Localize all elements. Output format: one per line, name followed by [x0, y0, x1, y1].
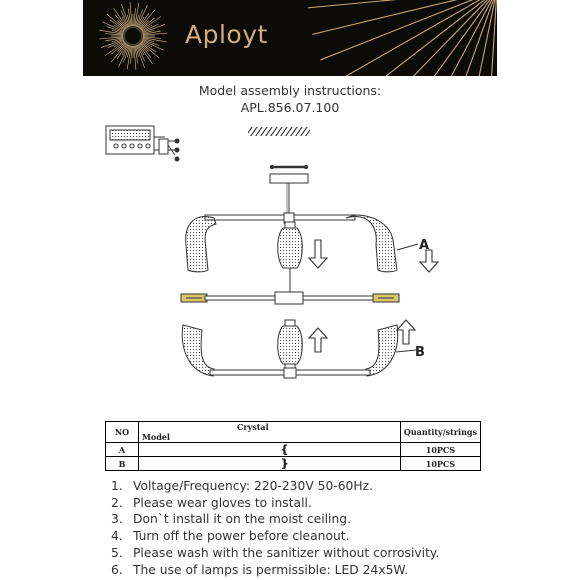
table-row: [106, 443, 481, 457]
list-item: 2. Please wear gloves to install.: [111, 495, 312, 510]
arrow-up-icon: [309, 320, 415, 352]
frame-section-b: [182, 320, 416, 378]
row-quantity: 10PCS: [400, 443, 480, 457]
list-item: 4. Turn off the power before cleanout.: [111, 529, 350, 544]
sunburst-decoration: [83, 0, 497, 76]
canopy-mount-icon: [270, 165, 308, 218]
table-header-row: [106, 422, 481, 443]
list-item: 5. Please wash with the sanitizer without corrosivity.: [111, 545, 440, 560]
terminal-block-icon: [106, 126, 179, 161]
row-no: B: [106, 457, 139, 471]
model-code: APL.856.07.100: [240, 100, 340, 115]
header-crystal: Crystal: [237, 422, 269, 432]
brand-banner: [83, 0, 497, 76]
row-no: A: [106, 443, 139, 457]
table-row: [106, 457, 481, 471]
header-quantity: Quantity/strings: [400, 422, 480, 443]
frame-section-a: [186, 213, 418, 296]
assembly-diagram: [0, 115, 580, 415]
ceiling-icon: [248, 127, 310, 136]
list-item: 1. Voltage/Frequency: 220-230V 50-60Hz.: [111, 479, 373, 493]
crystal-b-icon: ❵: [280, 456, 290, 470]
brand-logo: Aployt: [185, 20, 268, 49]
crystal-a-icon: ❴: [280, 442, 290, 456]
list-item: 6. The use of lamps is permissible: LED 24x5W.: [111, 562, 409, 577]
instruction-notes: [111, 478, 439, 578]
header-no: NO: [106, 422, 139, 443]
doc-title: Model assembly instructions:: [198, 83, 382, 98]
row-model-cell: [139, 443, 401, 457]
label-b: B: [415, 345, 425, 360]
header-model: Model: [142, 432, 170, 442]
row-quantity: 10PCS: [400, 457, 480, 471]
label-a: A: [419, 238, 430, 253]
center-rod: [181, 292, 399, 304]
list-item: 3. Don`t install it on the moist ceiling.: [111, 512, 351, 527]
crystal-parts-table: [105, 421, 481, 471]
header-crystal-model: [139, 422, 401, 443]
row-model-cell: [139, 457, 401, 471]
